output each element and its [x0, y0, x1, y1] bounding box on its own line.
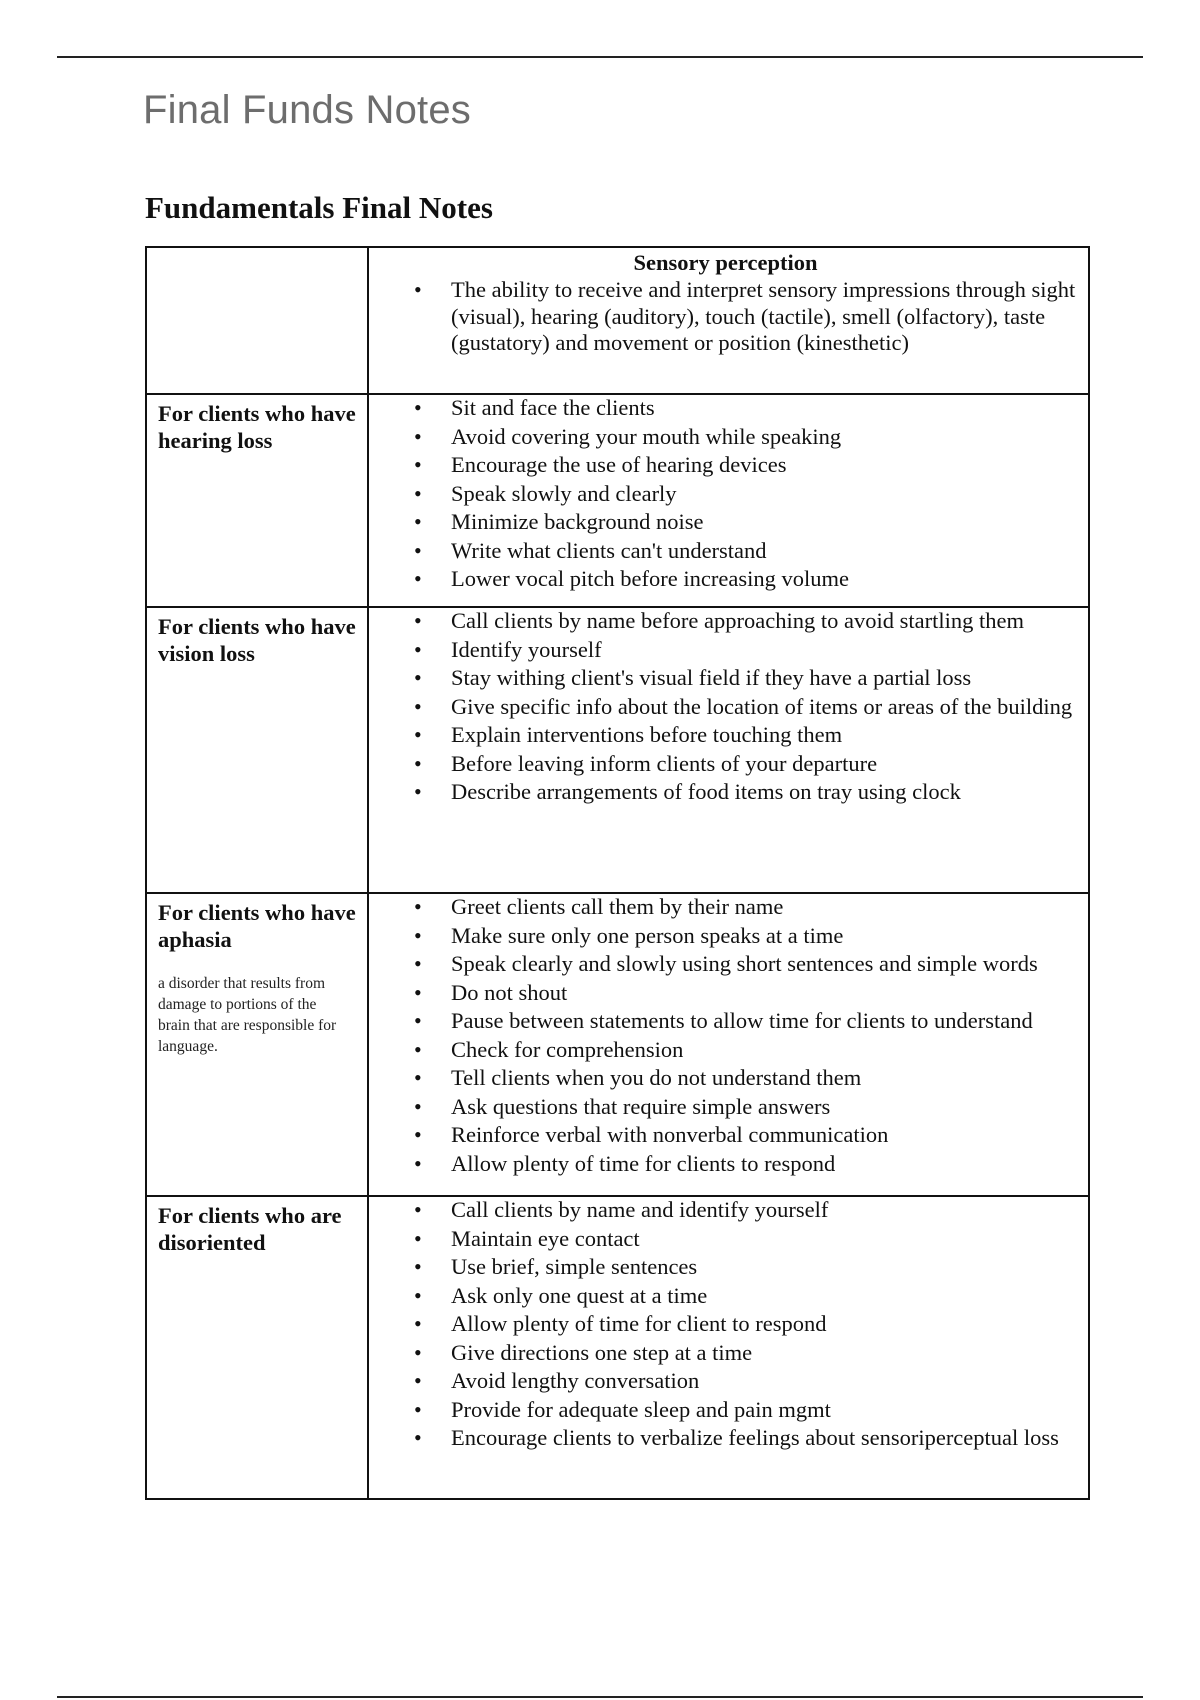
row-content-cell	[368, 893, 1089, 1196]
empty-label-cell	[146, 247, 368, 394]
list-item: • Call clients by name and identify yourself	[451, 1197, 1082, 1226]
list-item: • Stay withing client's visual field if they have a partial loss	[451, 665, 1082, 694]
list-item: • Reinforce verbal with nonverbal communication	[451, 1122, 1082, 1151]
list-item: • Encourage the use of hearing devices	[451, 452, 1082, 481]
table-row	[146, 247, 1089, 394]
row-label-cell	[146, 394, 368, 607]
list-item: • Allow plenty of time for clients to respond	[451, 1151, 1082, 1180]
list-item: • Give directions one step at a time	[451, 1340, 1082, 1369]
list-item: • Write what clients can't understand	[451, 538, 1082, 567]
list-item: • Use brief, simple sentences	[451, 1254, 1082, 1283]
list-item: • Make sure only one person speaks at a time	[451, 923, 1082, 952]
row-label-aphasia: For clients who have aphasia	[158, 900, 356, 952]
row-label-cell	[146, 607, 368, 893]
list-item: • Do not shout	[451, 980, 1082, 1009]
table-row	[146, 1196, 1089, 1499]
top-rule	[57, 56, 1143, 58]
list-item: • Call clients by name before approaching to avoid startling them	[451, 608, 1082, 637]
table-row	[146, 893, 1089, 1196]
row-label-cell	[146, 893, 368, 1196]
row-label-disoriented: For clients who are disoriented	[158, 1203, 342, 1255]
row-label-cell	[146, 1196, 368, 1499]
row-label-hearing: For clients who have hearing loss	[158, 401, 356, 453]
list-item: • Ask only one quest at a time	[451, 1283, 1082, 1312]
sensory-content-cell	[368, 247, 1089, 394]
document-title: Final Funds Notes	[143, 88, 471, 132]
document-heading: Fundamentals Final Notes	[145, 190, 493, 225]
list-item: • Avoid covering your mouth while speaking	[451, 424, 1082, 453]
list-item: • Tell clients when you do not understand them	[451, 1065, 1082, 1094]
row-content-cell	[368, 607, 1089, 893]
list-item: • Avoid lengthy conversation	[451, 1368, 1082, 1397]
list-item: • Give specific info about the location of items or areas of the building	[451, 694, 1082, 723]
table-row	[146, 394, 1089, 607]
list-item: • Describe arrangements of food items on tray using clock	[451, 779, 1082, 808]
list-item: • Greet clients call them by their name	[451, 894, 1082, 923]
list-item: • Pause between statements to allow time for clients to understand	[451, 1008, 1082, 1037]
row-label-vision: For clients who have vision loss	[158, 614, 356, 666]
row-content-cell	[368, 394, 1089, 607]
definition-list	[369, 277, 1082, 359]
list-item: • Speak clearly and slowly using short sentences and simple words	[451, 951, 1082, 980]
bullet-list	[369, 608, 1082, 808]
bullet-list	[369, 1197, 1082, 1454]
list-item: • Check for comprehension	[451, 1037, 1082, 1066]
aphasia-definition-note: a disorder that results from damage to portions of the brain that are responsible for language.	[158, 975, 337, 1055]
list-item: • Before leaving inform clients of your departure	[451, 751, 1082, 780]
definition-item: • The ability to receive and interpret sensory impressions through sight (visual), hearing (auditory), touch (tactile), smell (olfactory), taste (gustatory) and movement or position (kinesthetic)	[451, 277, 1082, 359]
list-item: • Sit and face the clients	[451, 395, 1082, 424]
list-item: • Explain interventions before touching them	[451, 722, 1082, 751]
table-row	[146, 607, 1089, 893]
list-item: • Ask questions that require simple answers	[451, 1094, 1082, 1123]
list-item: • Allow plenty of time for client to respond	[451, 1311, 1082, 1340]
bullet-list	[369, 395, 1082, 595]
row-content-cell	[368, 1196, 1089, 1499]
list-item: • Identify yourself	[451, 637, 1082, 666]
list-item: • Maintain eye contact	[451, 1226, 1082, 1255]
list-item: • Speak slowly and clearly	[451, 481, 1082, 510]
list-item: • Provide for adequate sleep and pain mgmt	[451, 1397, 1082, 1426]
notes-table	[145, 246, 1090, 1500]
section-title: Sensory perception	[633, 250, 818, 275]
bullet-list	[369, 894, 1082, 1179]
list-item: • Encourage clients to verbalize feelings about sensoriperceptual loss	[451, 1425, 1082, 1454]
bottom-rule	[57, 1696, 1143, 1698]
list-item: • Minimize background noise	[451, 509, 1082, 538]
list-item: • Lower vocal pitch before increasing volume	[451, 566, 1082, 595]
